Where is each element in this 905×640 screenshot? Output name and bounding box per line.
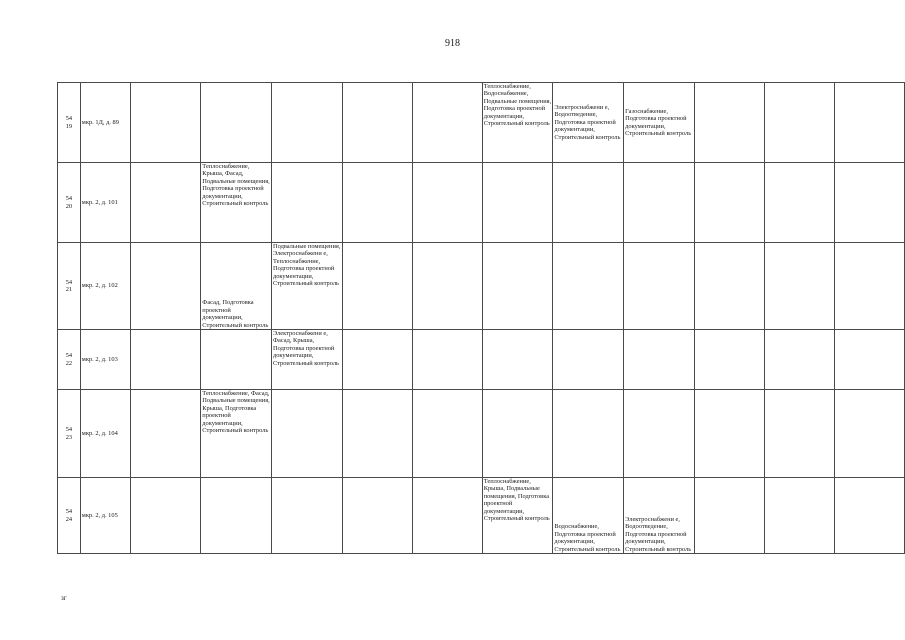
address-cell: мкр. 1Д, д. 89 (80, 83, 130, 163)
row-number-part: 19 (65, 122, 73, 130)
empty-cell (694, 390, 764, 478)
empty-cell (482, 243, 553, 330)
work-cell: Теплоснабжение, Крыша, Фасад, Подвальные помещения, Подготовка проектной документации, Строительный контроль (201, 163, 272, 243)
page-number: 918 (445, 38, 460, 49)
empty-cell (131, 478, 201, 554)
empty-cell (553, 390, 624, 478)
empty-cell (834, 390, 904, 478)
empty-cell (764, 330, 834, 390)
empty-cell (412, 163, 482, 243)
footer-mark: зг (61, 594, 67, 602)
empty-cell (482, 163, 553, 243)
empty-cell (834, 163, 904, 243)
empty-cell (694, 330, 764, 390)
work-cell: Теплоснабжение, Водоснабжение, Подвальные помещения, Подготовка проектной документации, Строительный контроль (482, 83, 553, 163)
empty-cell (201, 83, 272, 163)
table-row (58, 478, 905, 554)
empty-cell (131, 83, 201, 163)
empty-cell (342, 330, 412, 390)
empty-cell (412, 390, 482, 478)
empty-cell (553, 243, 624, 330)
empty-cell (834, 330, 904, 390)
table-row (58, 163, 905, 243)
table-row (58, 83, 905, 163)
empty-cell (834, 83, 904, 163)
empty-cell (694, 243, 764, 330)
address-cell: мкр. 2, д. 104 (80, 390, 130, 478)
empty-cell (624, 330, 695, 390)
work-cell: Газоснабжение, Подготовка проектной документации, Строительный контроль (624, 83, 695, 163)
work-cell: Подвальные помещения, Электроснабжени е, Теплоснабжение, Подготовка проектной документации, Строительный контроль (271, 243, 342, 330)
empty-cell (624, 243, 695, 330)
empty-cell (624, 390, 695, 478)
empty-cell (342, 163, 412, 243)
row-number-cell (58, 163, 81, 243)
row-number-part: 54 (65, 195, 73, 203)
table-row (58, 330, 905, 390)
table-row (58, 243, 905, 330)
empty-cell (553, 163, 624, 243)
empty-cell (764, 478, 834, 554)
work-schedule-table (57, 82, 905, 554)
empty-cell (834, 478, 904, 554)
row-number-part: 54 (65, 508, 73, 516)
empty-cell (342, 83, 412, 163)
empty-cell (131, 243, 201, 330)
empty-cell (764, 163, 834, 243)
row-number-part: 21 (65, 286, 73, 293)
row-number-part: 22 (65, 359, 73, 367)
row-number-cell (58, 330, 81, 390)
row-number-cell (58, 243, 81, 330)
row-number-part: 54 (65, 426, 73, 434)
address-cell: мкр. 2, д. 102 (80, 243, 130, 330)
empty-cell (764, 390, 834, 478)
work-cell: Электроснабжени е, Фасад, Крыша, Подготовка проектной документации, Строительный контроль (271, 330, 342, 390)
table-row (58, 390, 905, 478)
row-number-part: 20 (65, 202, 73, 210)
address-cell: мкр. 2, д. 103 (80, 330, 130, 390)
empty-cell (412, 243, 482, 330)
row-number-cell (58, 83, 81, 163)
row-number-part: 54 (65, 352, 73, 360)
row-number-cell (58, 478, 81, 554)
empty-cell (342, 243, 412, 330)
empty-cell (201, 330, 272, 390)
work-cell: Электроснабжени е, Водоотведение, Подготовка проектной документации, Строительный контроль (624, 478, 695, 554)
empty-cell (201, 478, 272, 554)
empty-cell (553, 330, 624, 390)
empty-cell (482, 390, 553, 478)
row-number-part: 54 (65, 115, 73, 123)
empty-cell (764, 83, 834, 163)
empty-cell (482, 330, 553, 390)
empty-cell (271, 478, 342, 554)
work-cell: Теплоснабжение, Фасад, Подвальные помещения, Крыша, Подготовка проектной документации, Строительный контроль (201, 390, 272, 478)
empty-cell (412, 83, 482, 163)
empty-cell (694, 478, 764, 554)
empty-cell (271, 390, 342, 478)
empty-cell (342, 478, 412, 554)
work-cell: Теплоснабжение, Крыша, Подвальные помещения, Подготовка проектной документации, Строительный контроль (482, 478, 553, 554)
work-cell: Водоснабжение, Подготовка проектной документации, Строительный контроль (553, 478, 624, 554)
empty-cell (271, 163, 342, 243)
empty-cell (271, 83, 342, 163)
row-number-part: 54 (65, 278, 73, 286)
work-cell: Фасад, Подготовка проектной документации, Строительный контроль (201, 243, 272, 330)
empty-cell (131, 330, 201, 390)
row-number-part: 23 (65, 433, 73, 441)
row-number-cell (58, 390, 81, 478)
address-cell: мкр. 2, д. 101 (80, 163, 130, 243)
empty-cell (834, 243, 904, 330)
row-number-part: 24 (65, 515, 73, 523)
work-cell: Электроснабжени е, Водоотведение, Подготовка проектной документации, Строительный контроль (553, 83, 624, 163)
empty-cell (412, 330, 482, 390)
empty-cell (764, 243, 834, 330)
empty-cell (694, 163, 764, 243)
empty-cell (131, 390, 201, 478)
empty-cell (694, 83, 764, 163)
empty-cell (131, 163, 201, 243)
empty-cell (412, 478, 482, 554)
empty-cell (624, 163, 695, 243)
address-cell: мкр. 2, д. 105 (80, 478, 130, 554)
empty-cell (342, 390, 412, 478)
